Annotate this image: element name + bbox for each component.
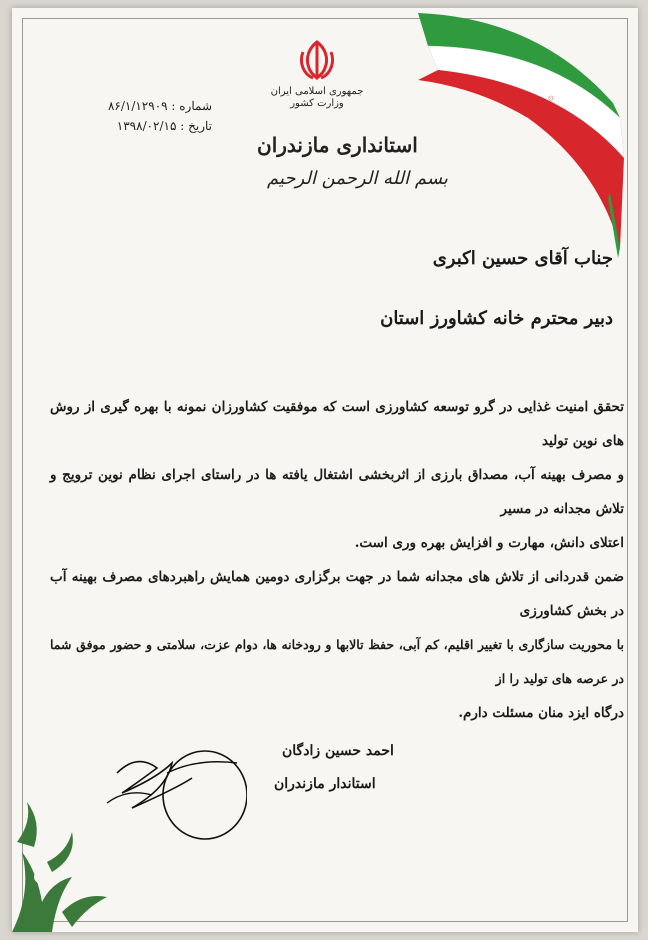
body-line: با محوریت سازگاری با تغییر اقلیم، کم آبی، حفظ تالابها و رودخانه ها، دوام عزت، سلامتی و حضور موفق شما در عرصه های تولید را از: [50, 637, 624, 686]
signatory-title: استاندار مازندران: [274, 776, 376, 792]
letter-body: [50, 390, 624, 730]
bismillah-calligraphy: بسم الله الرحمن الرحیم: [267, 168, 448, 189]
body-line: و مصرف بهینه آب، مصداق بارزی از اثربخشی اشتغال یافته ها در راستای اجرای نظام نوین ترویج و تلاش مجدانه در مسیر: [50, 467, 624, 517]
recipient-title: دبیر محترم خانه کشاورز استان: [380, 308, 613, 329]
floral-ornament-icon: [12, 782, 122, 932]
body-line: اعتلای دانش، مهارت و افزایش بهره وری است.: [354, 535, 624, 551]
emblem-line1: جمهوری اسلامی ایران: [270, 86, 364, 97]
signatory-name: احمد حسین زادگان: [282, 743, 394, 759]
svg-text:۞: ۞: [548, 92, 554, 103]
body-line: تحقق امنیت غذایی در گرو توسعه کشاورزی است که موفقیت کشاورزان نمونه با بهره گیری از روش های نوین تولید: [50, 399, 624, 449]
letter-number: شماره : ۸۶/۱/۱۲۹۰۹: [107, 99, 212, 113]
iran-flag-ribbon: [398, 8, 638, 258]
body-line: ضمن قدردانی از تلاش های مجدانه شما در جهت برگزاری دومین همایش راهبردهای مصرف بهینه آب در بخش کشاورزی: [50, 569, 624, 619]
body-line: درگاه ایزد منان مسئلت دارم.: [458, 705, 624, 721]
office-title: استانداری مازندران: [257, 133, 418, 157]
recipient-name: جناب آقای حسین اکبری: [432, 248, 613, 269]
emblem-block: [252, 38, 382, 109]
letter-meta: [102, 96, 212, 137]
letter-sheet: [12, 8, 638, 932]
iran-emblem-icon: [297, 38, 337, 82]
letter-date: تاریخ : ۱۳۹۸/۰۲/۱۵: [116, 119, 212, 134]
emblem-line2: وزارت کشور: [290, 97, 344, 109]
